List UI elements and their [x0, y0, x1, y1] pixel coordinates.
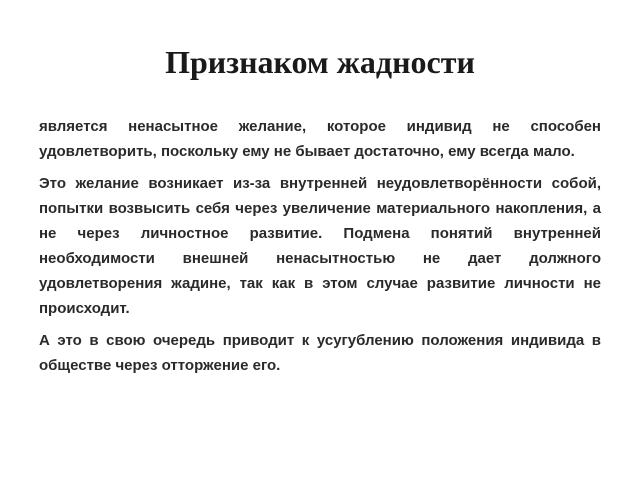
- paragraph-consequence: А это в свою очередь приводит к усугублению положения индивида в обществе через отторжение его.: [39, 332, 601, 374]
- paragraph-cause: Это желание возникает из-за внутренней неудовлетворённости собой, попытки возвысить себя через увеличение материального накопления, а не через личностное развитие. Подмена понятий внутренней необходимости внешней ненасытностью не дает должного удовлетворения жадине, так как в этом случае развитие личности не происходит.: [39, 175, 601, 317]
- slide-body: [39, 114, 601, 385]
- paragraph-definition: является ненасытное желание, которое индивид не способен удовлетворить, поскольку ему не бывает достаточно, ему всегда мало.: [39, 118, 601, 160]
- slide-title: Признаком жадности: [165, 44, 475, 80]
